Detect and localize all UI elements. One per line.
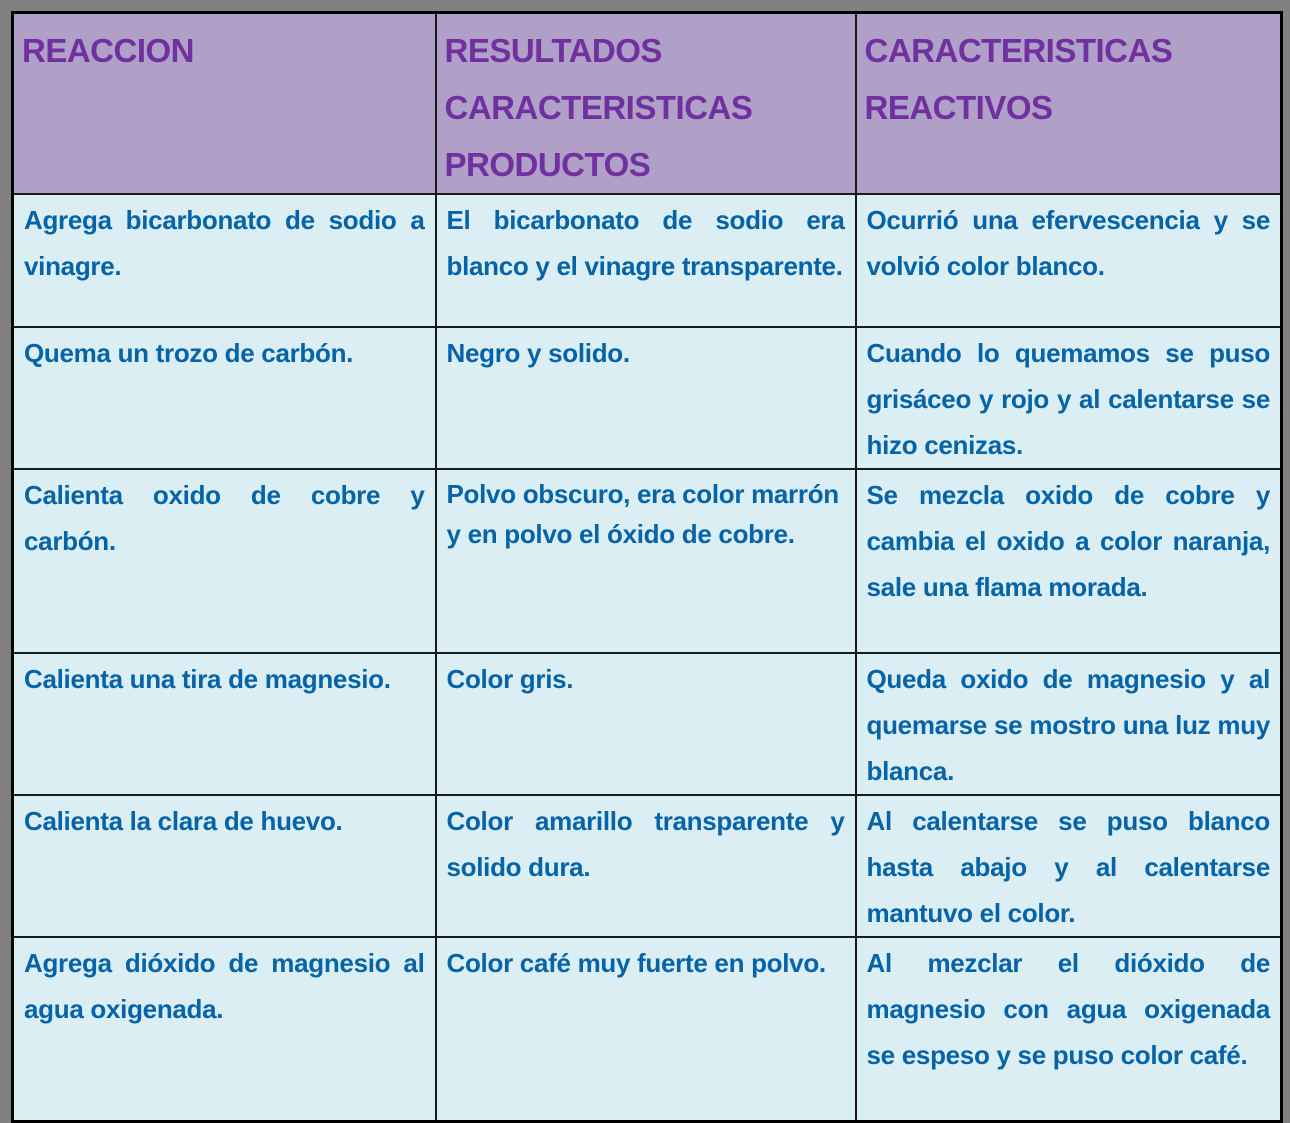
cell-reactivos: Al calentarse se puso blanco hasta abajo y al calentarse mantuvo el color. [856,795,1282,937]
cell-productos: El bicarbonato de sodio era blanco y el vinagre transparente. [436,194,856,327]
cell-reaccion: Calienta una tira de magnesio. [13,653,436,795]
cell-reactivos: Ocurrió una efervescencia y se volvió color blanco. [856,194,1282,327]
table-row [13,194,1282,327]
header-productos: RESULTADOS CARACTERISTICAS PRODUCTOS [436,13,856,195]
header-reactivos: CARACTERISTICAS REACTIVOS [856,13,1282,195]
cell-reaccion: Calienta oxido de cobre y carbón. [13,469,436,653]
cell-reaccion: Quema un trozo de carbón. [13,327,436,469]
table-row [13,937,1282,1121]
header-reaccion: REACCION [13,13,436,195]
cell-productos: Color amarillo transparente y solido dura. [436,795,856,937]
cell-productos: Polvo obscuro, era color marrón y en polvo el óxido de cobre. [436,469,856,653]
cell-productos: Color gris. [436,653,856,795]
cell-reactivos: Queda oxido de magnesio y al quemarse se mostro una luz muy blanca. [856,653,1282,795]
cell-productos: Negro y solido. [436,327,856,469]
table-row [13,327,1282,469]
cell-reaccion: Agrega bicarbonato de sodio a vinagre. [13,194,436,327]
cell-reactivos: Cuando lo quemamos se puso grisáceo y rojo y al calentarse se hizo cenizas. [856,327,1282,469]
cell-reaccion: Agrega dióxido de magnesio al agua oxigenada. [13,937,436,1121]
reaction-table [11,11,1283,1123]
cell-reactivos: Al mezclar el dióxido de magnesio con agua oxigenada se espeso y se puso color café. [856,937,1282,1121]
table-row [13,469,1282,653]
cell-reactivos: Se mezcla oxido de cobre y cambia el oxido a color naranja, sale una flama morada. [856,469,1282,653]
cell-productos: Color café muy fuerte en polvo. [436,937,856,1121]
header-row [13,13,1282,195]
cell-reaccion: Calienta la clara de huevo. [13,795,436,937]
table-row [13,653,1282,795]
table-row [13,795,1282,937]
